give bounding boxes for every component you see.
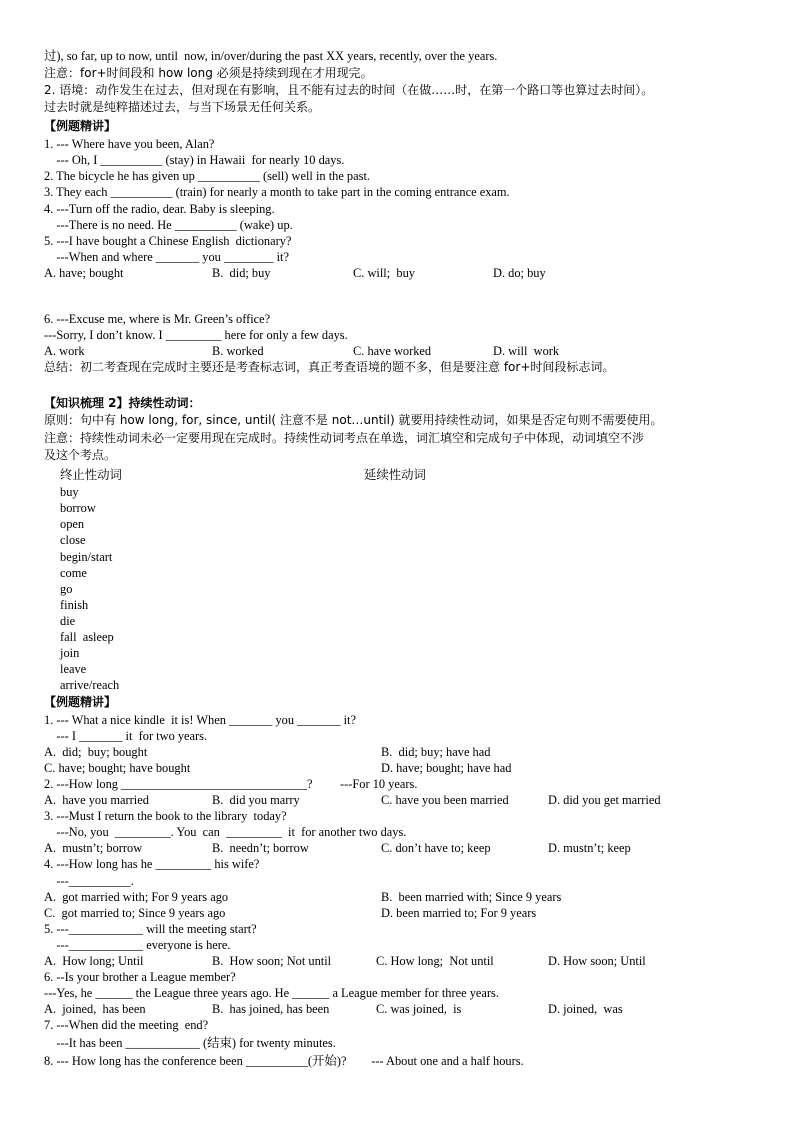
q1-line-a: 1. --- Where have you been, Alan? <box>44 137 215 151</box>
q4-line-a: 4. ---Turn off the radio, dear. Baby is sleeping. <box>44 202 275 216</box>
ex2-q3-option-c: C. don’t have to; keep <box>381 841 491 855</box>
verb-item: close <box>60 533 86 547</box>
q6-option-b: B. worked <box>212 344 264 358</box>
ex2-q1-line-a: 1. --- What a nice kindle it is! When _______ you _______ it? <box>44 713 356 727</box>
ex2-q1-option-b: B. did; buy; have had <box>381 745 491 759</box>
verb-item: borrow <box>60 501 96 515</box>
verb-item: arrive/reach <box>60 678 120 692</box>
q4-line-b: ---There is no need. He __________ (wake) up. <box>44 218 293 232</box>
q5-line-b: ---When and where _______ you ________ it? <box>44 250 289 264</box>
q6-option-c: C. have worked <box>353 344 432 358</box>
ex2-q2-answer: ---For 10 years. <box>340 777 418 791</box>
ex2-q1-option-c: C. have; bought; have bought <box>44 761 191 775</box>
ex2-q2-option-a: A. have you married <box>44 793 149 807</box>
ex2-q5-line-b: ---____________ everyone is here. <box>44 938 231 952</box>
ex2-q6-option-d: D. joined, was <box>548 1002 623 1016</box>
verb-item: buy <box>60 485 79 499</box>
q6-line-b: ---Sorry, I don’t know. I _________ here for only a few days. <box>44 328 348 342</box>
intro-context: 2. 语境：动作发生在过去，但对现在有影响，且不能有过去的时间（在做……时，在第一个路口等也算过去时间）。 <box>44 83 654 97</box>
intro-note: 注意：for+时间段和 how long 必须是持续到现在才用现完。 <box>44 66 373 80</box>
verb-item: fall asleep <box>60 630 114 644</box>
ex2-q4-option-b: B. been married with; Since 9 years <box>381 890 562 904</box>
ex2-q3-option-a: A. mustn’t; borrow <box>44 841 143 855</box>
q5-line-a: 5. ---I have bought a Chinese English dictionary? <box>44 234 292 248</box>
ex2-q4-option-d: D. been married to; For 9 years <box>381 906 537 920</box>
ex2-q6-option-a: A. joined, has been <box>44 1002 146 1016</box>
verb-item: open <box>60 517 85 531</box>
q5-option-b: B. did; buy <box>212 266 271 280</box>
ex2-q5-option-c: C. How long; Not until <box>376 954 494 968</box>
ex2-q1-line-b: --- I _______ it for two years. <box>44 729 208 743</box>
ex2-q6-option-c: C. was joined, is <box>376 1002 462 1016</box>
verb-item: join <box>60 646 80 660</box>
verb-item: leave <box>60 662 87 676</box>
ex2-q5-option-d: D. How soon; Until <box>548 954 646 968</box>
intro-line-1: 过), so far, up to now, until now, in/over/during the past XX years, recently, over the years. <box>44 49 498 63</box>
verb-item: come <box>60 566 87 580</box>
ex2-q6-line-b: ---Yes, he ______ the League three years ago. He ______ a League member for three years. <box>44 986 499 1000</box>
summary-line: 总结：初二考查现在完成时主要还是考查标志词，真正考查语境的题不多，但是要注意 for+时间段标志词。 <box>44 360 615 374</box>
ex2-q3-line-b: ---No, you _________. You can _________ it for another two days. <box>44 825 407 839</box>
ex2-q8-line: 8. --- How long has the conference been __________(开始)? --- About one and a half hours. <box>44 1054 524 1068</box>
example-heading-2: 【例题精讲】 <box>44 695 117 709</box>
durative-verbs-header: 延续性动词 <box>364 467 426 482</box>
q6-option-d: D. will work <box>493 344 560 358</box>
q1-line-b: --- Oh, I __________ (stay) in Hawaii for nearly 10 days. <box>44 153 345 167</box>
verb-item: begin/start <box>60 550 113 564</box>
section-2-heading: 【知识梳理 2】持续性动词： <box>44 396 201 410</box>
terminal-verbs-header: 终止性动词 <box>60 467 122 482</box>
verb-item: finish <box>60 598 89 612</box>
ex2-q1-option-a: A. did; buy; bought <box>44 745 148 759</box>
ex2-q7-line-b: ---It has been ____________ (结束) for twenty minutes. <box>44 1036 336 1050</box>
ex2-q3-option-b: B. needn’t; borrow <box>212 841 309 855</box>
q3-line: 3. They each __________ (train) for nearly a month to take part in the coming entrance exam. <box>44 185 510 199</box>
ex2-q4-line-b: ---__________. <box>44 874 134 888</box>
verb-item: go <box>60 582 73 596</box>
ex2-q5-line-a: 5. ---____________ will the meeting start? <box>44 922 257 936</box>
ex2-q3-line-a: 3. ---Must I return the book to the library today? <box>44 809 287 823</box>
ex2-q2-option-d: D. did you get married <box>548 793 661 807</box>
section-2-note: 注意：持续性动词未必一定要用现在完成时。持续性动词考点在单选，词汇填空和完成句子中体现，动词填空不涉 <box>44 431 645 445</box>
ex2-q4-option-a: A. got married with; For 9 years ago <box>44 890 229 904</box>
section-2-note-cont: 及这个考点。 <box>44 448 117 462</box>
ex2-q6-line-a: 6. --Is your brother a League member? <box>44 970 236 984</box>
ex2-q4-option-c: C. got married to; Since 9 years ago <box>44 906 226 920</box>
ex2-q2-option-c: C. have you been married <box>381 793 509 807</box>
example-heading-1: 【例题精讲】 <box>44 119 117 133</box>
ex2-q5-option-b: B. How soon; Not until <box>212 954 332 968</box>
ex2-q6-option-b: B. has joined, has been <box>212 1002 330 1016</box>
ex2-q2-line: 2. ---How long ______________________________? <box>44 777 313 791</box>
intro-past: 过去时就是纯粹描述过去，与当下场景无任何关系。 <box>44 100 321 114</box>
ex2-q1-option-d: D. have; bought; have had <box>381 761 512 775</box>
q5-option-c: C. will; buy <box>353 266 415 280</box>
q2-line: 2. The bicycle he has given up __________ (sell) well in the past. <box>44 169 370 183</box>
ex2-q5-option-a: A. How long; Until <box>44 954 144 968</box>
ex2-q4-line-a: 4. ---How long has he _________ his wife? <box>44 857 260 871</box>
ex2-q7-line-a: 7. ---When did the meeting end? <box>44 1018 209 1032</box>
q5-option-a: A. have; bought <box>44 266 124 280</box>
q5-option-d: D. do; buy <box>493 266 546 280</box>
ex2-q2-option-b: B. did you marry <box>212 793 300 807</box>
q6-option-a: A. work <box>44 344 85 358</box>
verb-item: die <box>60 614 76 628</box>
section-2-rule: 原则：句中有 how long, for, since, until( 注意不是 not…until) 就要用持续性动词，如果是否定句则不需要使用。 <box>44 413 663 427</box>
q6-line-a: 6. ---Excuse me, where is Mr. Green’s office? <box>44 312 271 326</box>
ex2-q3-option-d: D. mustn’t; keep <box>548 841 631 855</box>
